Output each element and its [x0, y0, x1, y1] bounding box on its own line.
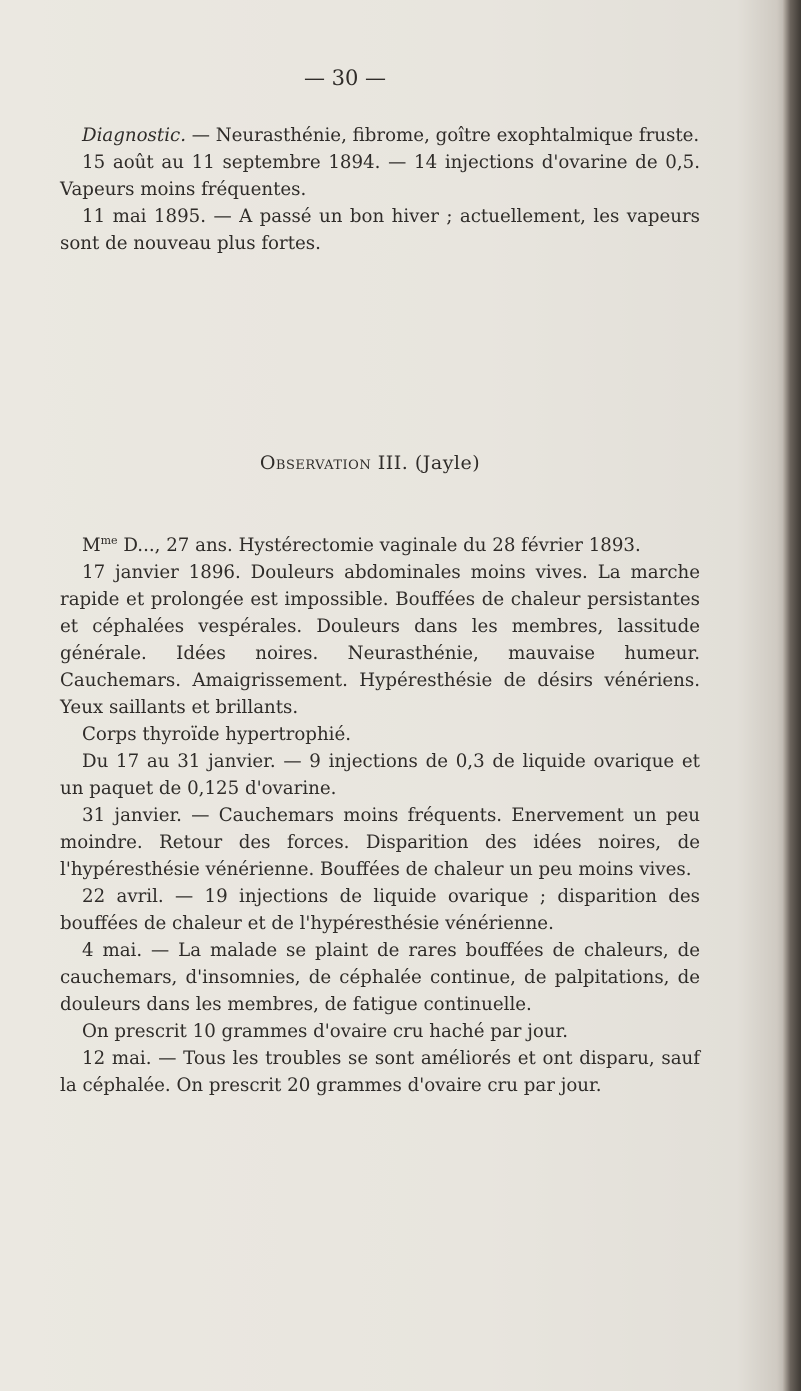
entry-paragraph: 15 août au 11 septembre 1894. — 14 injections d'ovarine de 0,5. Vapeurs moins fréquentes.	[60, 152, 700, 200]
case-paragraph: 22 avril. — 19 injections de liquide ovarique ; disparition des bouffées de chaleur et de l'hypéresthésie vénérienne.	[60, 886, 700, 934]
case-paragraph: 31 janvier. — Cauchemars moins fréquents. Enervement un peu moindre. Retour des forces. Disparition des idées noires, de l'hypéresthésie vénérienne. Bouffées de chaleur un peu moins vives.	[60, 805, 700, 880]
entry-paragraph: 11 mai 1895. — A passé un bon hiver ; actuellement, les vapeurs sont de nouveau plus fortes.	[60, 206, 700, 254]
case-section	[60, 532, 700, 1099]
case-paragraph: Corps thyroïde hypertrophié.	[82, 724, 352, 745]
top-section	[60, 122, 700, 257]
case-paragraph: On prescrit 10 grammes d'ovaire cru haché par jour.	[82, 1021, 568, 1042]
observation-author: (Jayle)	[414, 452, 481, 474]
case-paragraph: 12 mai. — Tous les troubles se sont améliorés et ont disparu, sauf la céphalée. On prescrit 20 grammes d'ovaire cru par jour.	[60, 1048, 700, 1096]
observation-title: Observation III.	[259, 452, 409, 474]
case-paragraph: 17 janvier 1896. Douleurs abdominales moins vives. La marche rapide et prolongée est impossible. Bouffées de chaleur persistantes et céphalées vespérales. Douleurs dans les membres, lassitude générale. Idées noires. Neurasthénie, mauvaise humeur. Cauchemars. Amaigrissement. Hypéresthésie de désirs vénériens. Yeux saillants et brillants.	[60, 562, 700, 718]
case-paragraph: Du 17 au 31 janvier. — 9 injections de 0,3 de liquide ovarique et un paquet de 0,125 d'ovarine.	[60, 751, 700, 799]
case-intro: $M^{me}$ D..., 27 ans. Hystérectomie vaginale du 28 février 1893.	[82, 533, 641, 556]
diagnosis-text: — Neurasthénie, fibrome, goître exophtalmique fruste.	[185, 125, 700, 146]
page-edge-shadow	[783, 0, 801, 1391]
observation-heading	[0, 452, 740, 474]
case-paragraph: 4 mai. — La malade se plaint de rares bouffées de chaleurs, de cauchemars, d'insomnies, de céphalée continue, de palpitations, de douleurs dans les membres, de fatigue continuelle.	[60, 940, 700, 1015]
diagnosis-label: Diagnostic.	[82, 125, 186, 146]
diagnosis-paragraph	[60, 122, 700, 149]
page-number: — 30 —	[303, 66, 387, 90]
